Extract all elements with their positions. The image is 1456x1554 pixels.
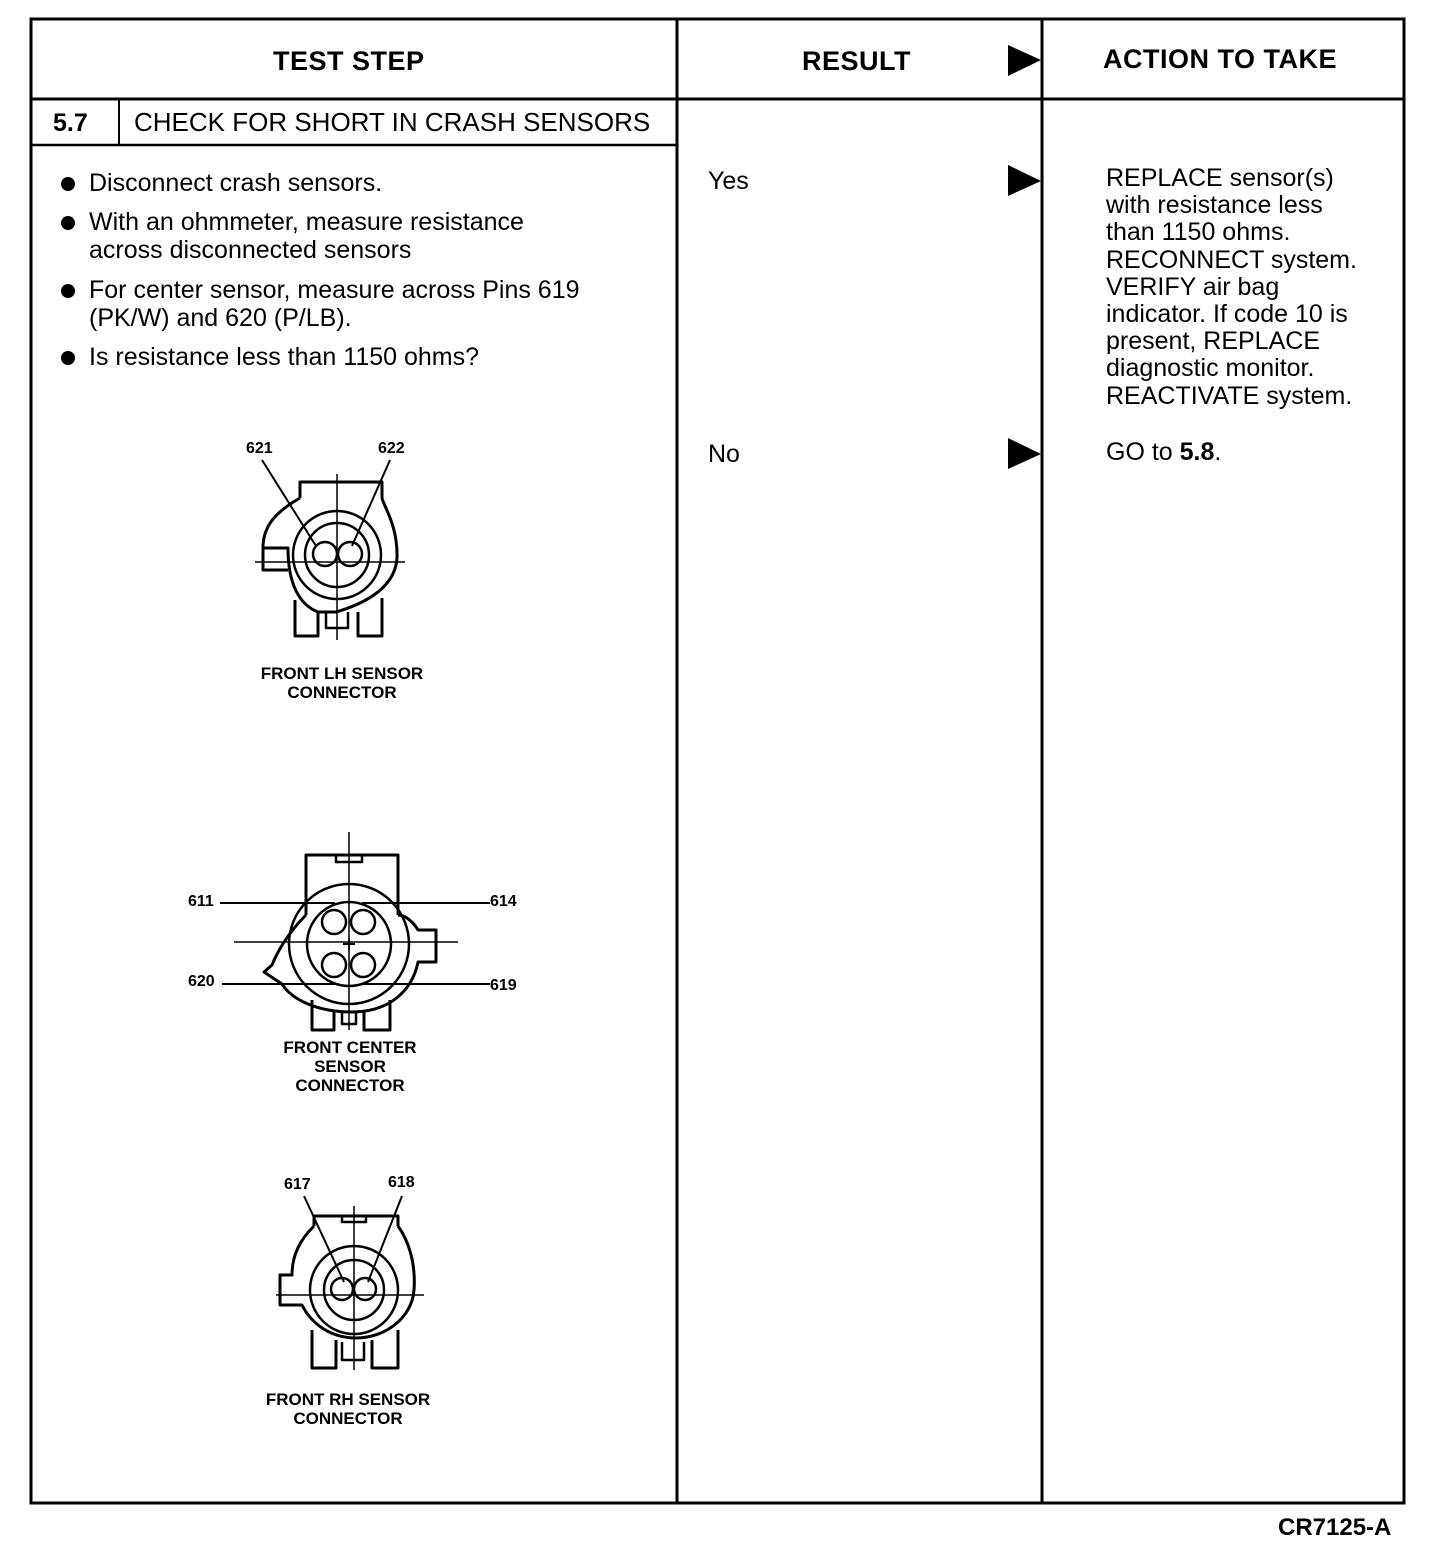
bullet-line: With an ohmmeter, measure resistance bbox=[89, 208, 524, 236]
bullet-icon bbox=[61, 351, 75, 365]
action-line: than 1150 ohms. bbox=[1106, 218, 1291, 247]
center-pin-label: 619 bbox=[490, 977, 517, 994]
lh-pin-label: 622 bbox=[378, 440, 405, 457]
action-no bbox=[1106, 439, 1221, 466]
action-line: RECONNECT system. bbox=[1106, 245, 1357, 274]
action-line: REACTIVATE system. bbox=[1106, 381, 1353, 410]
rh-pin-label: 618 bbox=[388, 1174, 415, 1191]
header-test-step: TEST STEP bbox=[273, 46, 425, 76]
rh-connector-caption bbox=[248, 1390, 448, 1428]
yes-arrow-icon bbox=[1008, 165, 1041, 196]
action-yes bbox=[1106, 165, 1406, 410]
no-arrow-icon bbox=[1008, 438, 1041, 469]
bullet-line: across disconnected sensors bbox=[89, 236, 412, 264]
bullet-icon bbox=[61, 177, 75, 191]
header-action: ACTION TO TAKE bbox=[1103, 44, 1337, 74]
bullet-line: For center sensor, measure across Pins 619 bbox=[89, 276, 580, 304]
caption-line: CONNECTOR bbox=[287, 683, 397, 702]
bullet-icon bbox=[61, 284, 75, 298]
action-line: present, REPLACE bbox=[1106, 327, 1320, 356]
action-line: REPLACE sensor(s) bbox=[1106, 164, 1334, 192]
action-line: VERIFY air bag bbox=[1106, 272, 1280, 301]
action-no-prefix: GO to bbox=[1106, 438, 1180, 466]
caption-line: FRONT LH SENSOR bbox=[260, 664, 424, 683]
header-result: RESULT bbox=[802, 46, 911, 76]
bullet-line: Disconnect crash sensors. bbox=[89, 169, 383, 197]
action-line: diagnostic monitor. bbox=[1106, 354, 1315, 383]
rh-pin-label: 617 bbox=[284, 1176, 311, 1193]
bullet-line: Is resistance less than 1150 ohms? bbox=[89, 343, 480, 371]
result-yes: Yes bbox=[708, 167, 749, 195]
lh-pin-label: 621 bbox=[246, 440, 273, 457]
action-line: indicator. If code 10 is bbox=[1106, 300, 1348, 329]
caption-line: CONNECTOR bbox=[295, 1076, 405, 1095]
center-pin-label: 614 bbox=[490, 893, 517, 910]
caption-line: FRONT RH SENSOR bbox=[265, 1390, 431, 1409]
action-line: with resistance less bbox=[1106, 191, 1323, 220]
center-connector-caption bbox=[250, 1038, 450, 1095]
step-title: CHECK FOR SHORT IN CRASH SENSORS bbox=[134, 107, 651, 137]
action-no-ref: 5.8 bbox=[1179, 438, 1215, 466]
result-header-arrow-icon bbox=[1008, 45, 1041, 76]
caption-line: CONNECTOR bbox=[293, 1409, 403, 1428]
caption-line: SENSOR bbox=[314, 1057, 386, 1076]
center-pin-label: 611 bbox=[188, 893, 214, 910]
bullet-line: (PK/W) and 620 (P/LB). bbox=[89, 304, 352, 332]
center-pin-label: 620 bbox=[188, 973, 215, 990]
step-number: 5.7 bbox=[53, 109, 88, 137]
lh-connector-caption bbox=[242, 664, 442, 702]
caption-line: FRONT CENTER bbox=[283, 1038, 417, 1057]
action-no-suffix: . bbox=[1214, 438, 1222, 466]
figure-code: CR7125-A bbox=[1278, 1514, 1392, 1541]
bullet-icon bbox=[61, 216, 75, 230]
result-no: No bbox=[708, 440, 740, 468]
